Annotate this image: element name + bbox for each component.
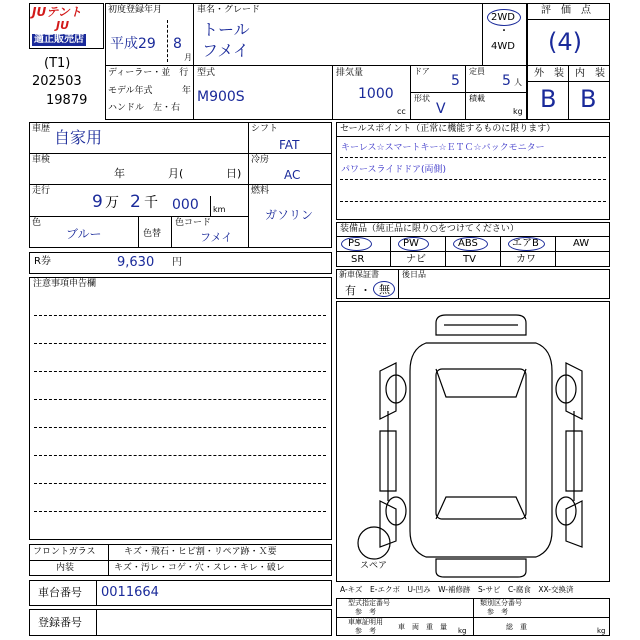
category-sub: 参 考 — [487, 608, 508, 616]
warranty-label: 新車保証書 — [339, 270, 379, 279]
mileage-10k: 9 — [92, 192, 103, 212]
color-change-label: 色替 — [143, 229, 162, 239]
notes-box — [29, 277, 332, 540]
dealer-badge: 適正販売店 — [34, 34, 84, 45]
fuel-label: 燃料 — [251, 186, 270, 196]
car-diagram — [336, 301, 610, 582]
interior-grade: B — [580, 85, 597, 113]
cert-label: 車庫証明用 — [348, 618, 383, 626]
capacity-label: 定員 — [469, 67, 485, 76]
designation-sub: 参 考 — [355, 608, 376, 616]
designation-label: 型式指定番号 — [348, 599, 390, 607]
inspection-month-unit: 月( — [168, 167, 184, 180]
mileage-1k: 2 — [130, 192, 141, 212]
color-value: ブルー — [66, 227, 102, 241]
color-code-value: フメイ — [200, 231, 233, 244]
interior-label: 内 装 — [575, 68, 605, 79]
damage-legend: A-キズ E-エクボ U-凹み W-補修跡 S-サビ C-腐食 XX-交換済 — [340, 585, 574, 594]
equip-pw: PW — [403, 238, 419, 249]
total-weight-unit: kg — [597, 627, 606, 635]
recycle-unit: 円 — [172, 257, 182, 268]
color-code-label: 色コード — [175, 218, 212, 228]
capacity-value: 5 — [502, 73, 511, 89]
displacement-unit: cc — [397, 107, 406, 116]
registration-month-unit: 月 — [184, 53, 192, 62]
weight-unit: kg — [458, 627, 467, 635]
load-label: 積載 — [469, 94, 485, 103]
registration-label: 初度登録年月 — [108, 5, 163, 15]
ju-logo: JU — [56, 19, 70, 32]
lot-number: 19879 — [46, 93, 88, 108]
category-label: 類別区分番号 — [480, 599, 522, 607]
equip-leather: カワ — [516, 254, 536, 265]
selling-points-label: セールスポイント（正常に機能するものに限ります） — [340, 124, 556, 134]
shape-value: V — [436, 101, 446, 117]
mileage-units: 000 — [172, 197, 199, 213]
rating-label: 評 価 点 — [541, 5, 591, 16]
car-grade: フメイ — [202, 41, 250, 60]
interior-cond-label: 内装 — [56, 563, 75, 573]
shape-label: 形状 — [414, 94, 430, 103]
aircon-value: AC — [284, 168, 301, 182]
drive-2wd: 2WD — [491, 12, 515, 23]
reg-number-label: 登録番号 — [38, 616, 82, 629]
drive-4wd: 4WD — [491, 41, 515, 52]
chassis-value: 0011664 — [101, 585, 159, 600]
doors-label: ドア — [414, 67, 430, 76]
equip-navi: ナビ — [406, 254, 426, 265]
equip-abs: ABS — [458, 238, 478, 249]
interior-cond-value: キズ・汚レ・コゲ・穴・スレ・キレ・破レ — [114, 563, 285, 573]
lot-date: 202503 — [32, 74, 82, 89]
drive-dot: ・ — [499, 26, 509, 37]
fuel-value: ガソリン — [265, 208, 314, 222]
model-label: 型式 — [197, 68, 216, 78]
recycle-value: 9,630 — [117, 255, 155, 270]
mileage-unit: km — [213, 205, 226, 214]
warranty-yes: 有 — [345, 284, 356, 297]
displacement-label: 排気量 — [336, 68, 364, 78]
spare-tire-icon — [358, 527, 390, 559]
brand-logo: JUテント — [32, 5, 82, 19]
model-year-label: モデル年式 — [108, 86, 153, 96]
warranty-dot: ・ — [360, 284, 371, 297]
inspection-year-unit: 年 — [114, 167, 125, 180]
selling-point-2: パワースライドドア(両側) — [341, 165, 447, 175]
chassis-label: 車台番号 — [38, 586, 82, 599]
equip-sr: SR — [351, 254, 365, 265]
car-name-label: 車名・グレード — [197, 5, 261, 15]
selling-point-1: キーレス☆スマートキー☆ＥＴＣ☆バックモニター — [341, 143, 545, 153]
handle-label: ハンドル 左・右 — [108, 103, 181, 113]
load-unit: kg — [513, 107, 523, 116]
equip-ps: PS — [348, 238, 361, 249]
shift-label: シフト — [251, 124, 279, 134]
lot-code: (T1) — [44, 56, 71, 71]
car-name: トール — [202, 20, 250, 39]
exterior-grade: B — [540, 85, 557, 113]
capacity-unit: 人 — [514, 78, 522, 87]
recycle-label: R券 — [34, 256, 51, 267]
spare-label: スペア — [360, 561, 388, 571]
rating-score: (4) — [548, 28, 582, 56]
weight-label: 車 両 重 量 — [398, 623, 447, 631]
front-glass-value: キズ・飛石・ヒビ割・リペア跡・Ｘ要 — [124, 547, 277, 557]
model-year-unit: 年 — [182, 86, 192, 96]
dealer-label: ディーラー・並 行 — [108, 68, 189, 78]
expiry-label: 後日品 — [402, 270, 426, 279]
shift-value: FAT — [279, 138, 300, 152]
doors-value: 5 — [451, 73, 460, 89]
registration-year: 29 — [138, 36, 156, 52]
inspection-label: 車検 — [32, 155, 51, 165]
history-label: 車歴 — [32, 124, 51, 134]
exterior-label: 外 装 — [534, 68, 564, 79]
color-label: 色 — [32, 218, 42, 228]
equip-aw: AW — [573, 238, 590, 249]
front-glass-label: フロントガラス — [33, 547, 96, 557]
history-value: 自家用 — [54, 128, 103, 147]
inspection-day-unit: 日) — [226, 167, 242, 180]
mileage-label: 走行 — [32, 186, 51, 196]
model-value: M900S — [197, 89, 245, 105]
aircon-label: 冷房 — [251, 155, 270, 165]
displacement-value: 1000 — [358, 86, 394, 102]
equipment-label: 装備品（純正品に限り○をつけてください） — [340, 224, 519, 234]
warranty-no: 無 — [379, 283, 390, 296]
mileage-1k-unit: 千 — [144, 195, 158, 211]
registration-era: 平成 — [110, 36, 138, 52]
equip-airbag: エアB — [512, 238, 539, 249]
registration-month: 8 — [173, 36, 182, 52]
total-weight-label: 総 重 — [506, 623, 527, 631]
cert-sub: 参 考 — [355, 627, 376, 635]
notes-label: 注意事項申告欄 — [33, 279, 97, 289]
equip-tv: TV — [463, 254, 476, 265]
mileage-10k-unit: 万 — [105, 195, 119, 211]
